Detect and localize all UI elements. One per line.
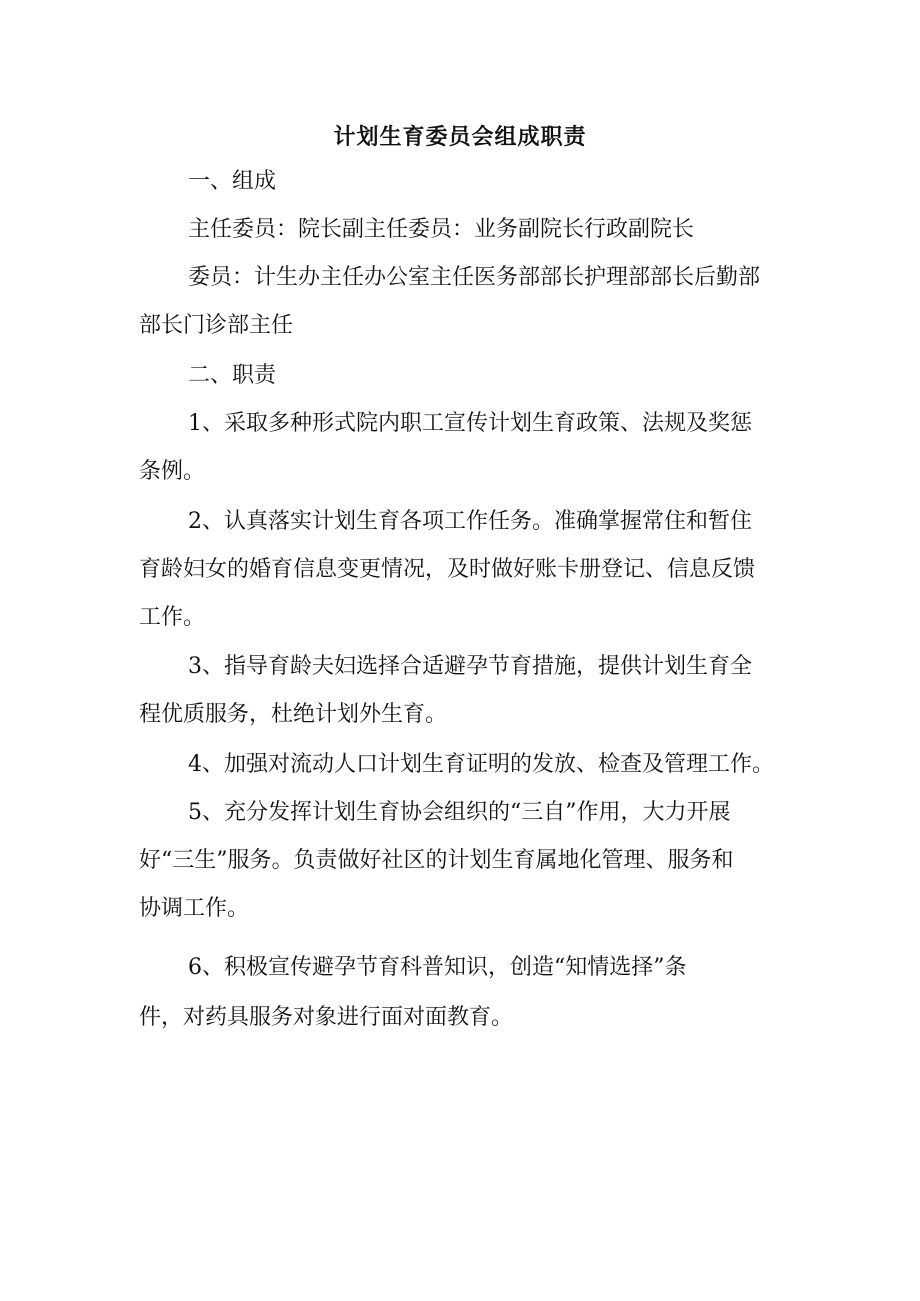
duty-item-5-continued: 好“三生”服务。负责做好社区的计划生育属地化管理、服务和 [139,848,734,873]
director-line: 主任委员：院长副主任委员：业务副院长行政副院长 [188,217,695,242]
duty-item-3: 3、指导育龄夫妇选择合适避孕节育措施，提供计划生育全 [188,654,752,679]
document-title: 计划生育委员会组成职责 [333,125,587,150]
duty-item-1: 1、采取多种形式院内职工宣传计划生育政策、法规及奖惩 [188,411,752,436]
duty-item-3-continued: 程优质服务，杜绝计划外生育。 [139,702,448,727]
duty-item-2-continued: 育龄妇女的婚育信息变更情况，及时做好账卡册登记、信息反馈 [139,557,756,582]
section-heading-duties: 二、职责 [188,363,277,388]
duty-item-5-continued: 协调工作。 [139,896,250,921]
members-line: 委员：计生办主任办公室主任医务部部长护理部部长后勤部 [188,265,761,290]
duty-item-6: 6、积极宣传避孕节育科普知识，创造“知情选择”条 [188,955,687,980]
section-heading-composition: 一、组成 [188,169,277,194]
members-line-continued: 部长门诊部主任 [139,313,294,338]
duty-item-5: 5、充分发挥计划生育协会组织的“三自”作用，大力开展 [188,800,731,825]
duty-item-6-continued: 件，对药具服务对象进行面对面教育。 [139,1005,514,1030]
duty-item-4: 4、加强对流动人口计划生育证明的发放、检查及管理工作。 [188,752,774,777]
duty-item-2: 2、认真落实计划生育各项工作任务。准确掌握常住和暂住 [188,509,752,534]
duty-item-2-continued: 工作。 [139,605,206,630]
duty-item-1-continued: 条例。 [139,459,206,484]
